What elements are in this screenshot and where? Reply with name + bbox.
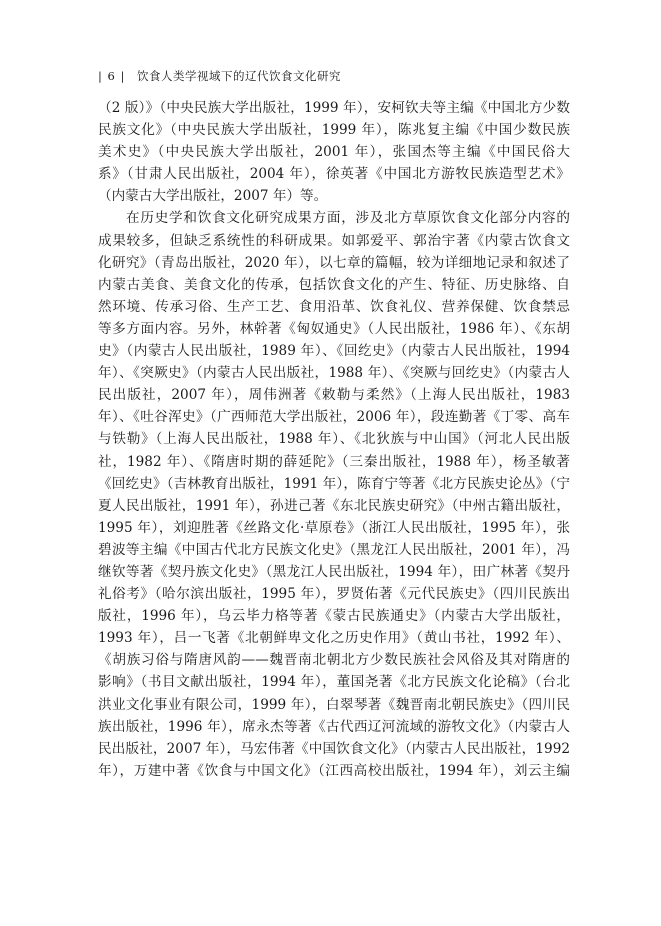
paragraph bbox=[98, 97, 570, 207]
book-title: 饮食人类学视域下的辽代饮食文化研究 bbox=[137, 69, 342, 83]
text-line: 年），万建中著《饮食与中国文化》（江西高校出版社，1994 年），刘云主编 bbox=[98, 762, 570, 779]
text-line: （内蒙古大学出版社，2007 年）等。 bbox=[98, 188, 328, 205]
text-line: 民族文化》（中央民族大学出版社，1999 年），陈兆复主编《中国少数民族 bbox=[98, 122, 570, 139]
paragraph bbox=[98, 207, 570, 781]
text-line: 史》（内蒙古人民出版社，1989 年）、《回纥史》（内蒙古人民出版社，1994 bbox=[98, 343, 570, 360]
text-line: 与铁勒》（上海人民出版社，1988 年）、《北狄族与中山国》（河北人民出版 bbox=[98, 431, 570, 448]
text-line: 民出版社，2007 年），马宏伟著《中国饮食文化》（内蒙古人民出版社，1992 bbox=[98, 740, 570, 757]
text-line: 等多方面内容。另外，林幹著《匈奴通史》（人民出版社，1986 年）、《东胡 bbox=[98, 320, 570, 337]
text-line: 《回纥史》（吉林教育出版社，1991 年），陈育宁等著《北方民族史论丛》（宁 bbox=[98, 475, 570, 492]
text-line: 继钦等著《契丹族文化史》（黑龙江人民出版社，1994 年），田广林著《契丹 bbox=[98, 563, 570, 580]
text-line: 1995 年），刘迎胜著《丝路文化·草原卷》（浙江人民出版社，1995 年），张 bbox=[98, 519, 570, 536]
text-line: 版社，1996 年），乌云毕力格等著《蒙古民族通史》（内蒙古大学出版社， bbox=[98, 608, 570, 625]
text-line: 然环境、传承习俗、生产工艺、食用沿革、饮食礼仪、营养保健、饮食禁忌 bbox=[98, 298, 570, 315]
text-line: 1993 年），吕一飞著《北朝鲜卑文化之历史作用》（黄山书社，1992 年）、 bbox=[98, 630, 570, 647]
text-line: 《胡族习俗与隋唐风韵——魏晋南北朝北方少数民族社会风俗及其对隋唐的 bbox=[98, 652, 570, 669]
text-line: 系》（甘肃人民出版社，2004 年），徐英著《中国北方游牧民族造型艺术》 bbox=[98, 166, 570, 183]
text-line: 族出版社，1996 年），席永杰等著《古代西辽河流域的游牧文化》（内蒙古人 bbox=[98, 718, 570, 735]
text-line: 影响》（书目文献出版社，1994 年），董国尧著《北方民族文化论稿》（台北 bbox=[98, 674, 570, 691]
running-header bbox=[98, 67, 568, 85]
text-line: 礼俗考》（哈尔滨出版社，1995 年），罗贤佑著《元代民族史》（四川民族出 bbox=[98, 586, 570, 603]
text-line: （2 版）》（中央民族大学出版社，1999 年），安柯钦夫等主编《中国北方少数 bbox=[98, 100, 570, 116]
text-line: 化研究》（青岛出版社，2020 年），以七章的篇幅，较为详细地记录和叙述了 bbox=[98, 254, 570, 271]
text-line: 年）、《突厥史》（内蒙古人民出版社，1988 年）、《突厥与回纥史》（内蒙古人 bbox=[98, 365, 570, 382]
text-line: 年）、《吐谷浑史》（广西师范大学出版社，2006 年），段连勤著《丁零、高车 bbox=[98, 409, 570, 426]
text-line: 碧波等主编《中国古代北方民族文化史》（黑龙江人民出版社，2001 年），冯 bbox=[98, 541, 570, 558]
text-line: 社，1982 年）、《隋唐时期的薛延陀》（三秦出版社，1988 年），杨圣敏著 bbox=[98, 453, 570, 470]
text-line: 在历史学和饮食文化研究成果方面，涉及北方草原饮食文化部分内容的 bbox=[126, 210, 570, 227]
text-line: 美术史》（中央民族大学出版社，2001 年），张国杰等主编《中国民俗大 bbox=[98, 144, 570, 161]
text-line: 成果较多，但缺乏系统性的科研成果。如郭爱平、郭治宇著《内蒙古饮食文 bbox=[98, 232, 570, 249]
body-text bbox=[98, 97, 570, 782]
page-number: | 6 | bbox=[98, 69, 126, 83]
text-line: 民出版社，2007 年），周伟洲著《敕勒与柔然》（上海人民出版社，1983 bbox=[98, 387, 570, 404]
text-line: 内蒙古美食、美食文化的传承，包括饮食文化的产生、特征、历史脉络、自 bbox=[98, 276, 570, 293]
text-line: 洪业文化事业有限公司，1999 年），白翠琴著《魏晋南北朝民族史》（四川民 bbox=[98, 696, 570, 713]
text-line: 夏人民出版社，1991 年），孙进己著《东北民族史研究》（中州古籍出版社， bbox=[98, 497, 570, 514]
